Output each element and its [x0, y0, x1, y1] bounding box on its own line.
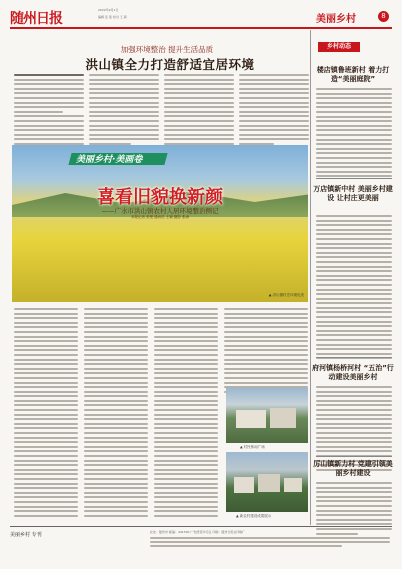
banner-ribbon-label: 美丽乡村·美画卷	[76, 155, 143, 165]
footer-rule	[10, 526, 392, 527]
sidebar-rule-3	[316, 456, 392, 457]
sidebar-story-1	[316, 88, 392, 180]
banner-subheadline: ——广水市洪山镇农村人居环境整治侧记	[101, 207, 219, 215]
banner-credit: 本报记者 张楚 通讯员 王颖 摄影 张涛	[130, 215, 190, 219]
sidebar-rule-2	[316, 357, 392, 358]
sidebar-tag: 乡村动态	[318, 42, 360, 52]
new-village-photo	[226, 452, 308, 512]
masthead-info	[98, 7, 248, 21]
article-column-3	[164, 74, 234, 148]
sidebar-headline-4: 厉山镇新力村 党建引领美丽乡村建设	[313, 460, 393, 477]
photo-caption-3: ▲ 新农村建设成果展示	[236, 514, 272, 518]
masthead-rule	[10, 27, 392, 29]
article-subtitle: 加强环境整治 提升生活品质	[120, 45, 214, 54]
sidebar-story-2	[316, 215, 392, 362]
banner-headline: 喜看旧貌换新颜	[97, 187, 223, 208]
feature-column-4	[224, 308, 308, 395]
photo-caption-2: ▲ 村民休闲广场	[240, 445, 265, 449]
sidebar-divider	[310, 30, 311, 525]
sidebar-rule-1	[316, 178, 392, 179]
sidebar-headline-1: 楼店镇鲁班新村 着力打造“美丽庭院”	[316, 66, 390, 83]
sidebar-headline-3: 府河镇杨桥河村 “五治”行动建设美丽乡村	[312, 364, 394, 381]
sidebar-story-4	[316, 482, 392, 537]
feature-column-1	[14, 308, 78, 519]
newspaper-logo: 随州日报	[10, 11, 62, 27]
feature-banner	[12, 145, 308, 302]
page-number-badge: 8	[378, 11, 389, 22]
article-column-2	[89, 74, 159, 148]
article-headline: 洪山镇全力打造舒适宜居环境	[85, 57, 255, 72]
footer-info-text: 社址：随州市 邮编：441300 广告经营许可证 印刷：随州日报社印刷厂	[150, 530, 246, 534]
section-title: 美丽乡村	[316, 14, 356, 25]
editor-line: 编辑 张 楚 校对 王 颖	[98, 15, 127, 19]
article-column-1	[14, 74, 84, 148]
issue-date: 2022年9月1日	[98, 8, 119, 12]
feature-column-3	[154, 308, 218, 519]
village-square-photo	[226, 388, 308, 443]
footer-title: 美丽乡村 专刊	[10, 532, 42, 538]
footer-info	[150, 530, 390, 549]
sidebar-headline-2: 万店镇新中村 美丽乡村建设 让村庄更美丽	[313, 185, 393, 202]
banner-caption: ▲ 洪山镇村庄环境优美	[268, 293, 304, 297]
article-column-4	[239, 74, 309, 148]
feature-column-2	[84, 308, 148, 519]
rapeseed-field-image	[12, 145, 308, 302]
